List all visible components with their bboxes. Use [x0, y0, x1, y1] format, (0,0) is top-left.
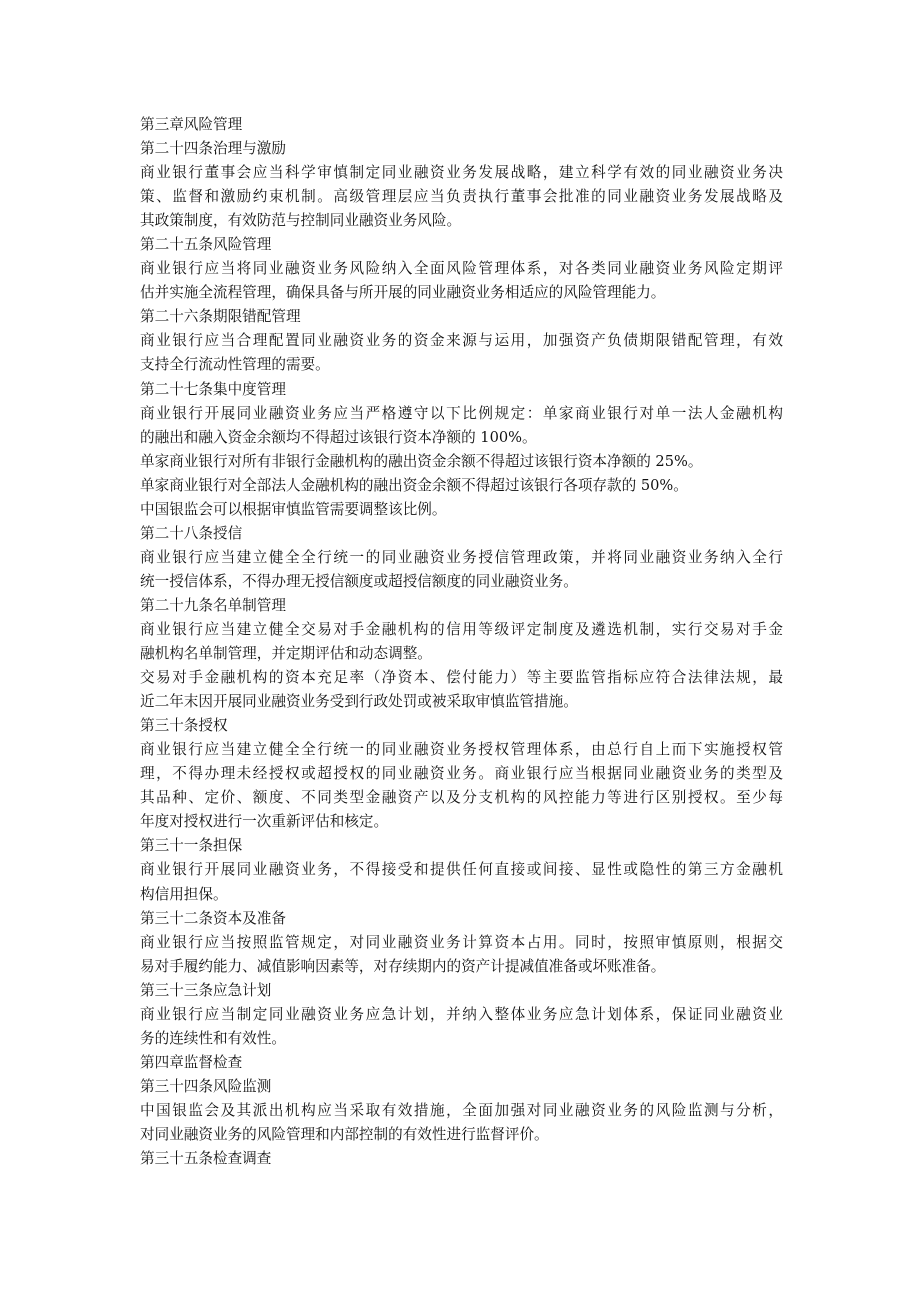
paragraph-line: 支持全行流动性管理的需要。	[140, 356, 330, 374]
paragraph-line: 对同业融资业务的风险管理和内部控制的有效性进行监督评价。	[140, 1125, 549, 1143]
paragraph-line: 商业银行应当建立健全交易对手金融机构的信用等级评定制度及遴选机制，实行交易对手金	[140, 620, 783, 638]
paragraph-line: 商业银行应当建立健全全行统一的同业融资业务授信管理政策，并将同业融资业务纳入全行	[140, 548, 783, 566]
paragraph-line: 商业银行应当合理配置同业融资业务的资金来源与运用，加强资产负债期限错配管理，有效	[140, 332, 783, 350]
paragraph-line: 年度对授权进行一次重新评估和核定。	[140, 813, 389, 831]
paragraph-line: 统一授信体系，不得办理无授信额度或超授信额度的同业融资业务。	[140, 572, 578, 590]
paragraph-line: 务的连续性和有效性。	[140, 1029, 286, 1047]
paragraph-line: 商业银行应当建立健全全行统一的同业融资业务授权管理体系，由总行自上而下实施授权管	[140, 741, 783, 759]
paragraph-line: 其品种、定价、额度、不同类型金融资产以及分支机构的风控能力等进行区别授权。至少每	[140, 789, 783, 807]
paragraph-line: 商业银行应当将同业融资业务风险纳入全面风险管理体系，对各类同业融资业务风险定期评	[140, 260, 783, 278]
article-heading: 第二十七条集中度管理	[140, 380, 286, 398]
paragraph-line: 的融出和融入资金余额均不得超过该银行资本净额的 100%。	[140, 428, 537, 446]
paragraph-line: 商业银行开展同业融资业务应当严格遵守以下比例规定：单家商业银行对单一法人金融机构	[140, 404, 783, 422]
paragraph-line: 构信用担保。	[140, 885, 228, 903]
paragraph-line: 单家商业银行对全部法人金融机构的融出资金余额不得超过该银行各项存款的 50%。	[140, 476, 688, 494]
paragraph-line: 估并实施全流程管理，确保具备与所开展的同业融资业务相适应的风险管理能力。	[140, 284, 666, 302]
article-heading: 第二十六条期限错配管理	[140, 308, 301, 326]
paragraph-line: 融机构名单制管理，并定期评估和动态调整。	[140, 645, 432, 663]
article-heading: 第三十二条资本及准备	[140, 909, 286, 927]
article-heading: 第二十八条授信	[140, 524, 243, 542]
article-heading: 第三十四条风险监测	[140, 1077, 272, 1095]
article-heading: 第二十九条名单制管理	[140, 596, 286, 614]
paragraph-line: 中国银监会及其派出机构应当采取有效措施，全面加强对同业融资业务的风险监测与分析，	[140, 1101, 783, 1119]
paragraph-line: 理，不得办理未经授权或超授权的同业融资业务。商业银行应当根据同业融资业务的类型及	[140, 765, 783, 783]
paragraph-line: 商业银行开展同业融资业务，不得接受和提供任何直接或间接、显性或隐性的第三方金融机	[140, 861, 783, 879]
paragraph-line: 其政策制度，有效防范与控制同业融资业务风险。	[140, 212, 462, 230]
paragraph-line: 商业银行应当制定同业融资业务应急计划，并纳入整体业务应急计划体系，保证同业融资业	[140, 1005, 783, 1023]
document-body	[140, 113, 783, 1171]
chapter-heading: 第三章风险管理	[140, 116, 243, 133]
paragraph-line: 策、监督和激励约束机制。高级管理层应当负责执行董事会批准的同业融资业务发展战略及	[140, 188, 783, 206]
article-heading: 第三十五条检查调查	[140, 1150, 272, 1168]
paragraph-line: 近二年末因开展同业融资业务受到行政处罚或被采取审慎监管措施。	[140, 693, 578, 711]
article-heading: 第三十条授权	[140, 717, 228, 735]
chapter-heading: 第四章监督检查	[140, 1053, 243, 1071]
article-heading: 第二十五条风险管理	[140, 236, 272, 254]
paragraph-line: 商业银行应当按照监管规定，对同业融资业务计算资本占用。同时，按照审慎原则，根据交	[140, 933, 783, 951]
article-heading: 第二十四条治理与激励	[140, 140, 286, 158]
paragraph-line: 交易对手金融机构的资本充足率（净资本、偿付能力）等主要监管指标应符合法律法规，最	[140, 669, 783, 687]
paragraph-line: 商业银行董事会应当科学审慎制定同业融资业务发展战略，建立科学有效的同业融资业务决	[140, 164, 783, 182]
paragraph-line: 易对手履约能力、减值影响因素等，对存续期内的资产计提减值准备或坏账准备。	[140, 957, 666, 975]
article-heading: 第三十一条担保	[140, 837, 243, 855]
paragraph-line: 中国银监会可以根据审慎监管需要调整该比例。	[140, 500, 447, 518]
article-heading: 第三十三条应急计划	[140, 981, 272, 999]
paragraph-line: 单家商业银行对所有非银行金融机构的融出资金余额不得超过该银行资本净额的 25%。	[140, 452, 703, 470]
